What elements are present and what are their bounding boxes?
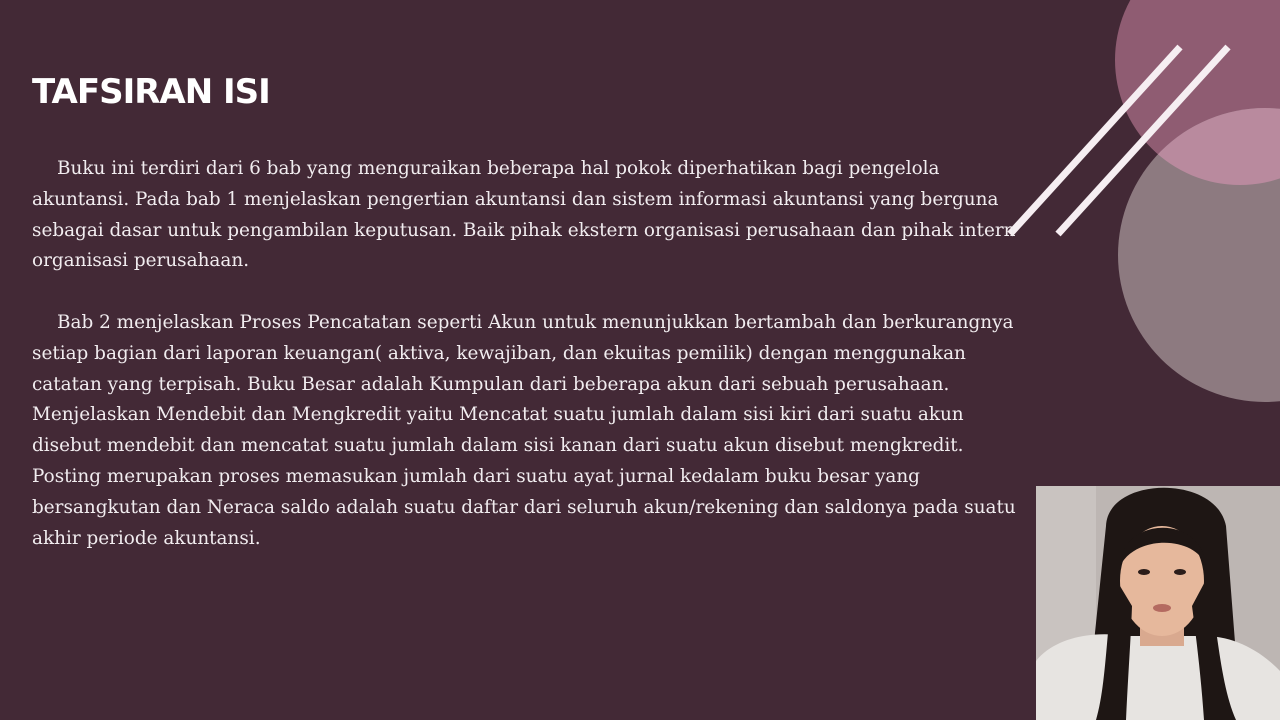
paragraph-2: Bab 2 menjelaskan Proses Pencatatan seperti Akun untuk menunjukkan bertambah dan berkurangnya setiap bagian dari laporan keuangan( aktiva, kewajiban, dan ekuitas pemilik) dengan menggunakan catatan yang terpisah. Buku Besar adalah Kumpulan dari beberapa akun dari sebuah perusahaan. Menjelaskan Mendebit dan Mengkredit yaitu Mencatat suatu jumlah dalam sisi kiri dari suatu akun disebut mendebit dan mencatat suatu jumlah dalam sisi kanan dari suatu akun disebut mengkredit. Posting merupakan proses memasukan jumlah dari suatu ayat jurnal kedalam buku besar yang bersangkutan dan Neraca saldo adalah suatu daftar dari seluruh akun/rekening dan saldonya pada suatu akhir periode akuntansi.: [32, 311, 1016, 549]
slide-title: TAFSIRAN ISI: [32, 72, 270, 112]
presenter-webcam: [1036, 486, 1280, 720]
paragraph-1: Buku ini terdiri dari 6 bab yang menguraikan beberapa hal pokok diperhatikan bagi pengelola akuntansi. Pada bab 1 menjelaskan pengertian akuntansi dan sistem informasi akuntansi yang berguna sebagai dasar untuk pengambilan keputusan. Baik pihak ekstern organisasi perusahaan dan pihak intern organisasi perusahaan.: [32, 158, 1016, 272]
presenter-illustration: [1036, 486, 1280, 720]
slide-body: [32, 154, 1017, 554]
